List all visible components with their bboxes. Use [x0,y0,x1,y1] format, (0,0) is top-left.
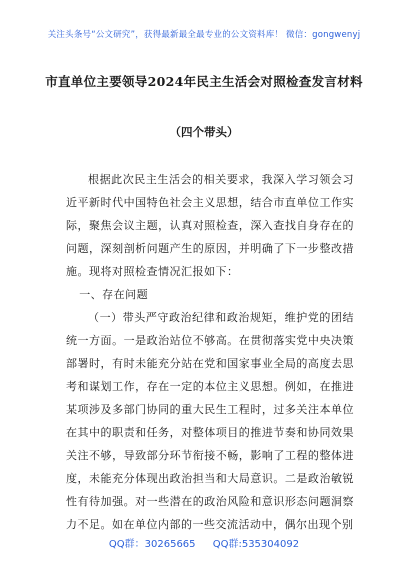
footer-qq-group-1: QQ群：30265665 [108,539,196,550]
intro-paragraph: 根据此次民主生活会的相关要求，我深入学习领会习近平新时代中国特色社会主义思想，结合市直单位工作实际，聚焦会议主题，认真对照检查，深入查找自身存在的问题，深刻剖析问题产生的原因，并明确了下一步整改措施。现将对照检查情况汇报如下： [66,173,354,278]
document-title: 市直单位主要领导2024年民主生活会对照检查发言材料 [45,74,363,89]
document-body [66,168,354,536]
footer-qq-group-2: QQ群:535304092 [212,539,300,550]
document-subtitle: （四个带头） [169,125,239,139]
section-heading: 一、存在问题 [79,288,149,301]
footer [0,535,408,550]
header-banner: 关注头条号“公文研究”，获得最新最全最专业的公文资料库！ 微信：gongwenyj [47,30,361,40]
body-paragraph: （一）带头严守政治纪律和政治规矩，维护党的团结统一方面。一是政治站位不够高。在贯彻落实党中央决策部署时，有时未能充分站在党和国家事业全局的高度去思考和谋划工作，存在一定的本位主义思想。例如，在推进某项涉及多部门协同的重大民生工程时，过多关注本单位在其中的职责和任务，对整体项目的推进节奏和协同效果关注不够，导致部分环节衔接不畅，影响了工程的整体进度，未能充分体现出政治担当和大局意识。二是政治敏锐性有待加强。对一些潜在的政治风险和意识形态问题洞察力不足。如在单位内部的一些交流活动中，偶尔出现个别 [66,311,354,531]
